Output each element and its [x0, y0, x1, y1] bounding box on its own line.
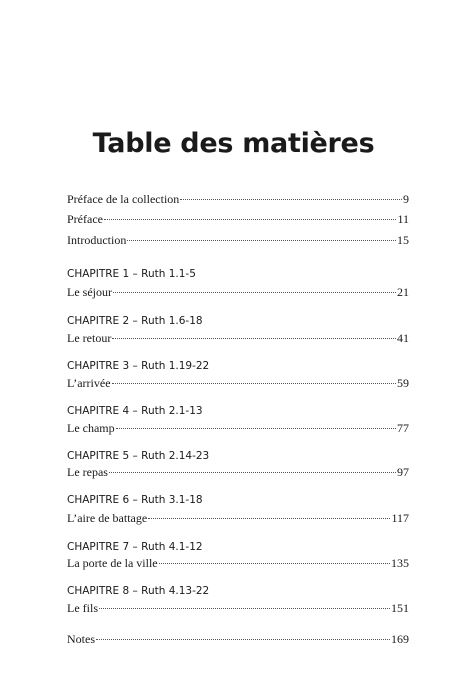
chapter-heading-6: CHAPITRE 6 – Ruth 3.1-18: [67, 494, 203, 506]
toc-entry-chapter-1[interactable]: [67, 283, 409, 301]
toc-entry-preface-collection[interactable]: [67, 190, 409, 208]
toc-entry-label: Le repas: [67, 465, 108, 479]
toc-page-number: 15: [397, 233, 409, 247]
toc-page-number: 77: [397, 421, 409, 435]
dot-leader: [112, 338, 396, 339]
toc-page-number: 59: [397, 376, 409, 390]
toc-entry-label: Notes: [67, 632, 95, 646]
toc-entry-label: Introduction: [67, 233, 127, 247]
dot-leader: [112, 383, 396, 384]
toc-entry-introduction[interactable]: [67, 231, 409, 249]
toc-page-number: 41: [397, 331, 409, 345]
toc-entry-chapter-7[interactable]: [67, 554, 409, 572]
chapter-heading-5: CHAPITRE 5 – Ruth 2.14-23: [67, 450, 210, 462]
toc-page-number: 169: [391, 632, 409, 646]
toc-page-number: 117: [391, 511, 409, 525]
dot-leader: [159, 563, 390, 564]
toc-entry-notes[interactable]: [67, 630, 409, 648]
toc-entry-chapter-5[interactable]: [67, 463, 409, 481]
dot-leader: [113, 292, 396, 293]
toc-entry-preface[interactable]: [67, 210, 409, 228]
toc-page-number: 9: [403, 192, 409, 206]
toc-entry-chapter-8[interactable]: [67, 599, 409, 617]
dot-leader: [116, 428, 396, 429]
toc-page-number: 135: [391, 556, 409, 570]
chapter-heading-7: CHAPITRE 7 – Ruth 4.1-12: [67, 541, 203, 553]
dot-leader: [180, 199, 402, 200]
chapter-heading-3: CHAPITRE 3 – Ruth 1.19-22: [67, 360, 210, 372]
page-title: Table des matières: [92, 128, 375, 159]
chapter-heading-4: CHAPITRE 4 – Ruth 2.1-13: [67, 405, 203, 417]
toc-entry-label: L’aire de battage: [67, 511, 148, 525]
dot-leader: [104, 219, 396, 220]
toc-entry-chapter-2[interactable]: [67, 329, 409, 347]
toc-entry-label: Préface: [67, 212, 103, 226]
toc-entry-chapter-3[interactable]: [67, 374, 409, 392]
toc-page-number: 11: [397, 212, 409, 226]
toc-entry-label: Le fils: [67, 601, 98, 615]
chapter-heading-1: CHAPITRE 1 – Ruth 1.1-5: [67, 268, 196, 280]
toc-page-number: 21: [397, 285, 409, 299]
toc-entry-chapter-6[interactable]: [67, 509, 409, 527]
toc-entry-label: Le séjour: [67, 285, 112, 299]
toc-entry-label: Le champ: [67, 421, 115, 435]
dot-leader: [127, 240, 396, 241]
toc-page-number: 151: [391, 601, 409, 615]
chapter-heading-8: CHAPITRE 8 – Ruth 4.13-22: [67, 585, 210, 597]
toc-entry-label: Le retour: [67, 331, 112, 345]
chapter-heading-2: CHAPITRE 2 – Ruth 1.6-18: [67, 315, 203, 327]
toc-page-number: 97: [397, 465, 409, 479]
dot-leader: [99, 608, 390, 609]
dot-leader: [148, 518, 390, 519]
toc-entry-label: Préface de la collection: [67, 192, 180, 206]
toc-entry-chapter-4[interactable]: [67, 419, 409, 437]
dot-leader: [96, 639, 390, 640]
toc-entry-label: La porte de la ville: [67, 556, 158, 570]
toc-entry-label: L’arrivée: [67, 376, 111, 390]
dot-leader: [109, 472, 396, 473]
